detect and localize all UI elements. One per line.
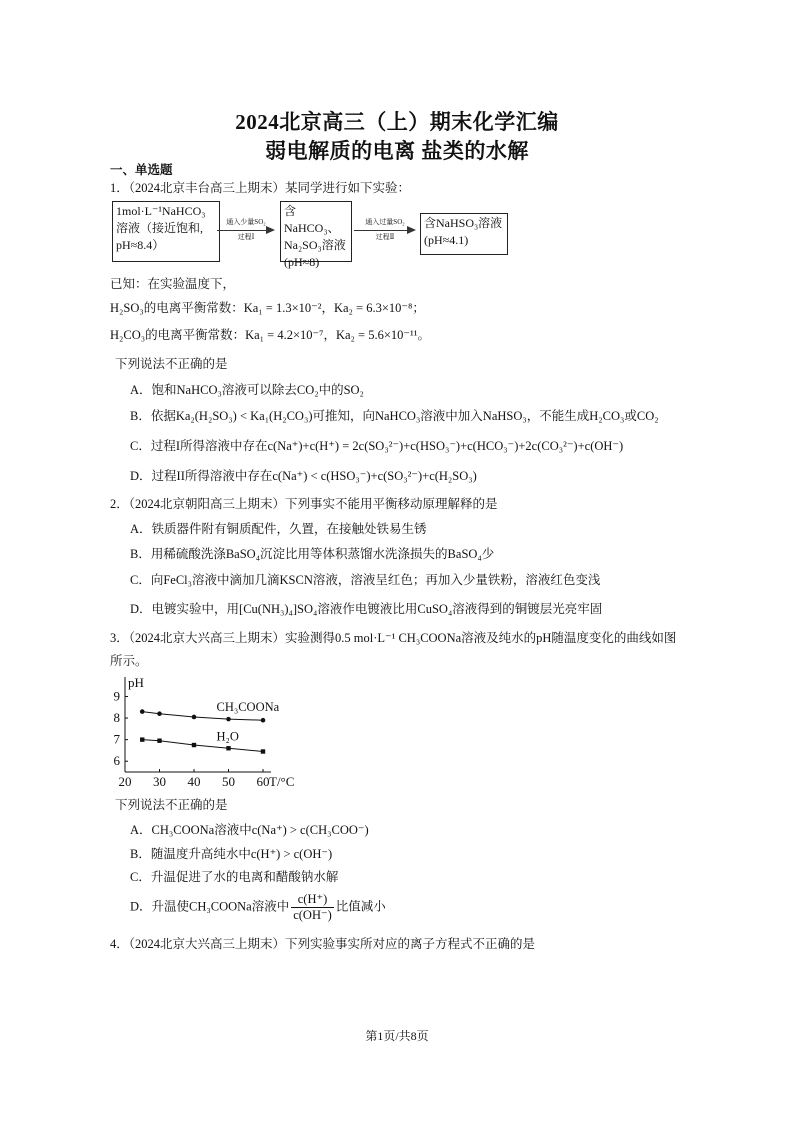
q1-flow-box-3: [420, 213, 508, 255]
y-tick-label: 8: [113, 710, 120, 726]
fraction-denominator: c(OH⁻): [293, 908, 332, 922]
data-point-circle: [192, 715, 197, 720]
x-tick-label: 40: [187, 774, 201, 789]
q2-option-c: C．向FeCl₃溶液中滴加几滴KSCN溶液，溶液呈红色；再加入少量铁粉，溶液红色变浅: [130, 573, 601, 587]
q2-option-a: A．铁质器件附有铜质配件，久置，在接触处铁易生锈: [130, 522, 427, 536]
data-point-square: [140, 737, 144, 741]
arrow-shaft: [217, 230, 267, 231]
ph-temperature-chart: [108, 675, 298, 790]
q1-arrow1-top: 通入少量SO₂: [226, 218, 266, 226]
x-tick-label: 30: [153, 774, 166, 789]
q3-stem-line1: 3．（2024北京大兴高三上期末）实验测得0.5 mol·L⁻¹ CH₃COONa溶液及纯水的pH随温度变化的曲线如图: [110, 631, 677, 645]
q1-box1-line3: pH≈8.4）: [116, 238, 165, 252]
q1-box3-line1: 含NaHSO₃溶液: [424, 216, 503, 230]
data-point-square: [261, 749, 265, 753]
q1-option-b: B．依据Ka₂(H₂SO₃) < Ka₁(H₂CO₃)可推知，向NaHCO₃溶液中加入NaHSO₃，不能生成H₂CO₃或CO₂: [130, 409, 659, 423]
q1-flow-arrow-1: [217, 218, 275, 242]
data-point-circle: [140, 709, 145, 714]
q3-option-d-suffix: 比值减小: [335, 899, 386, 914]
x-axis-label: T/°C: [269, 774, 295, 789]
page-title: 2024北京高三（上）期末化学汇编: [235, 110, 559, 134]
x-tick-label: 60: [256, 774, 270, 789]
q2-option-d: D．电镀实验中，用[Cu(NH₃)₄]SO₄溶液作电镀液比用CuSO₄溶液得到的铜镀层光亮牢固: [130, 602, 603, 616]
arrow-shaft: [354, 230, 408, 231]
q1-k-h2co3: H₂CO₃的电离平衡常数：Ka₁ = 4.2×10⁻⁷，Ka₂ = 5.6×10⁻¹¹。: [110, 328, 430, 342]
q1-option-a: A．饱和NaHCO₃溶液可以除去CO₂中的SO₂: [130, 383, 364, 397]
data-point-square: [226, 746, 230, 750]
fraction-numerator: c(H⁺): [291, 892, 334, 908]
q1-box1-line1: 1mol·L⁻¹NaHCO₃: [116, 204, 206, 218]
q1-ask: 下列说法不正确的是: [115, 357, 228, 371]
q1-known: 已知：在实验温度下，: [110, 277, 236, 291]
q1-box2-line1: 含NaHCO₃、: [284, 204, 340, 235]
page-subtitle: 弱电解质的电离 盐类的水解: [265, 139, 529, 163]
series-label: H₂O: [216, 729, 239, 744]
q1-arrow2-bottom: 过程Ⅱ: [375, 233, 395, 241]
chart-plot: [114, 675, 295, 789]
x-tick-label: 20: [118, 774, 132, 789]
q1-box2-line3: (pH≈8): [284, 255, 320, 269]
page-footer: 第1页/共8页: [365, 1029, 429, 1043]
q2-option-b: B．用稀硫酸洗涤BaSO₄沉淀比用等体积蒸馏水洗涤损失的BaSO₄少: [130, 547, 495, 561]
q1-flow-box-2: [280, 201, 352, 269]
x-tick-label: 50: [222, 774, 235, 789]
q2-stem: 2．（2024北京朝阳高三上期末）下列事实不能用平衡移动原理解释的是: [110, 497, 498, 511]
q3-ask: 下列说法不正确的是: [115, 798, 228, 812]
q1-box1-line2: 溶液（接近饱和,: [116, 221, 204, 235]
q3-option-d-prefix: D．升温使CH₃COONa溶液中: [130, 899, 290, 914]
q3-option-a: A．CH₃COONa溶液中c(Na⁺) > c(CH₃COO⁻): [130, 823, 369, 837]
q1-box2-line2: Na₂SO₃溶液: [284, 238, 346, 252]
q1-flow-arrow-2: [354, 218, 416, 242]
q1-option-d: D．过程II所得溶液中存在c(Na⁺) < c(HSO₃⁻)+c(SO₃²⁻)+c(H₂SO₃): [130, 469, 477, 483]
q3-option-c: C．升温促进了水的电离和醋酸钠水解: [130, 870, 339, 884]
data-point-square: [192, 743, 196, 747]
y-axis-label: pH: [128, 675, 144, 690]
q1-arrow2-top: 通入过量SO₂: [365, 218, 405, 226]
section-heading: 一、单选题: [110, 163, 173, 177]
data-point-circle: [226, 717, 231, 722]
ratio-fraction: [291, 892, 334, 923]
q1-flow-box-1: [112, 201, 220, 262]
y-tick-label: 6: [113, 753, 120, 769]
data-point-square: [157, 739, 161, 743]
q1-k-h2so3: H₂SO₃的电离平衡常数：Ka₁ = 1.3×10⁻²，Ka₂ = 6.3×10⁻⁸；: [110, 301, 425, 315]
q3-option-b: B．随温度升高纯水中c(H⁺) > c(OH⁻): [130, 847, 333, 861]
q3-option-d: [130, 892, 386, 923]
series-label: CH₃COONa: [216, 700, 280, 715]
data-point-circle: [157, 711, 162, 716]
q1-box3-line2: (pH≈4.1): [424, 233, 469, 247]
y-tick-label: 9: [113, 688, 120, 704]
q1-option-c: C．过程I所得溶液中存在c(Na⁺)+c(H⁺) = 2c(SO₃²⁻)+c(HSO₃⁻)+c(HCO₃⁻)+2c(CO₃²⁻)+c(OH⁻): [130, 439, 624, 453]
y-tick-label: 7: [113, 731, 120, 747]
q1-stem: 1．（2024北京丰台高三上期末）某同学进行如下实验：: [110, 181, 411, 195]
q3-stem-line2: 所示。: [110, 654, 148, 668]
q1-arrow1-bottom: 过程Ⅰ: [237, 233, 255, 241]
data-point-circle: [261, 718, 266, 723]
q4-stem: 4．（2024北京大兴高三上期末）下列实验事实所对应的离子方程式不正确的是: [110, 937, 536, 951]
